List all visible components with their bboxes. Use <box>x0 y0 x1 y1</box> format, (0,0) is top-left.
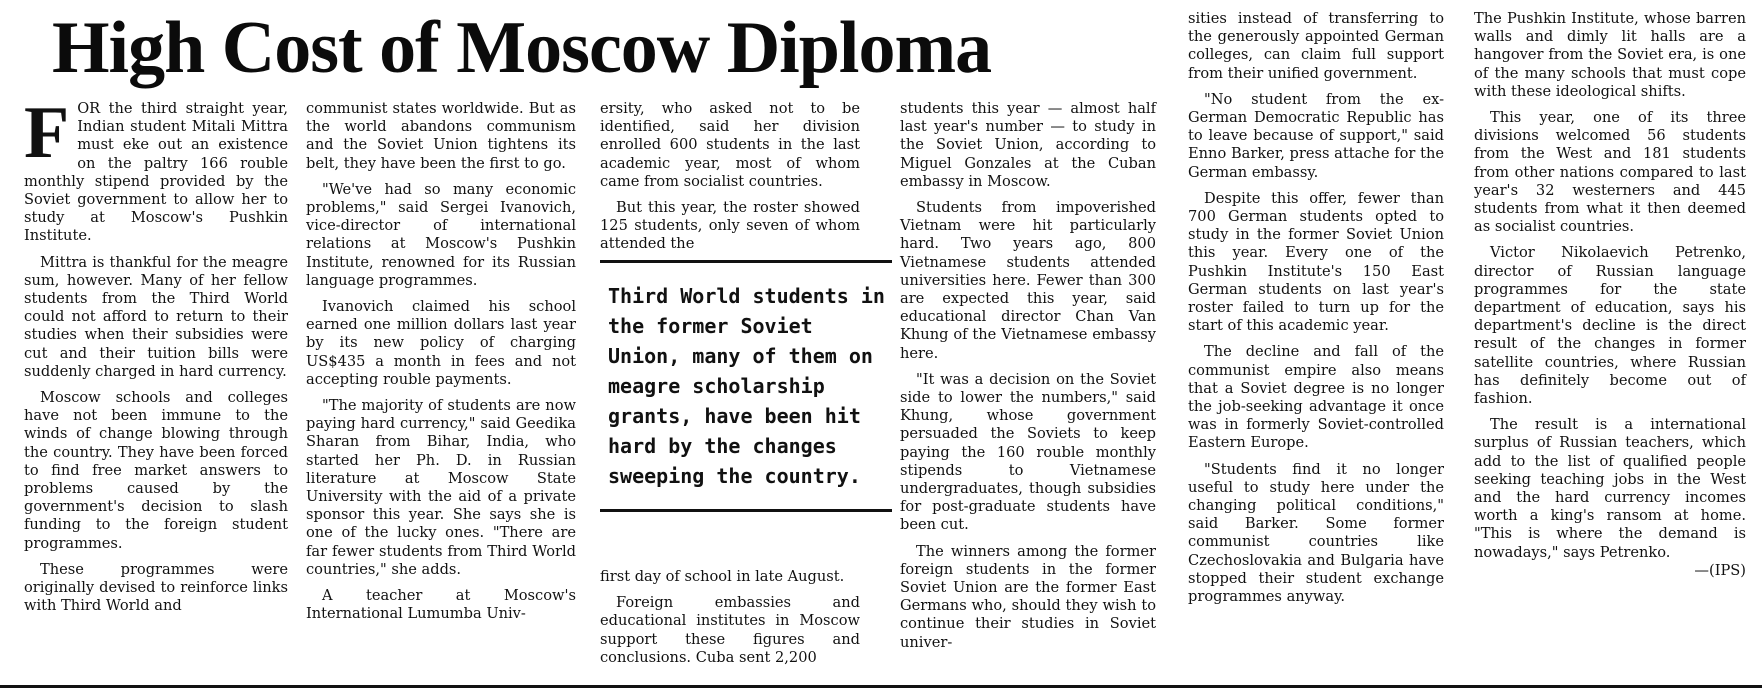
paragraph: A teacher at Moscow's International Lumumba Univ- <box>306 587 576 623</box>
paragraph: The Pushkin Institute, whose barren walls and dimly lit halls are a hangover from the Soviet era, is one of the many schools that must cope with these ideological shifts. <box>1474 10 1746 100</box>
paragraph <box>24 92 288 246</box>
paragraph: Victor Nikolaevich Petrenko, director of Russian language programmes for the state department of education, says his department's decline is the direct result of the changes in former satellite countries, where Russian has definitely become out of fashion. <box>1474 244 1746 408</box>
paragraph: The result is a international surplus of Russian teachers, which add to the list of qualified people seeking teaching jobs in the West and the hard currency incomes worth a king's ransom at home. "This is where the demand is nowadays," says Petrenko. <box>1474 416 1746 561</box>
bottom-rule <box>0 685 1762 688</box>
paragraph: The winners among the former foreign students in the former Soviet Union are the former East Germans who, should they wish to continue their studies in Soviet univer- <box>900 542 1156 651</box>
paragraph: "Students find it no longer useful to study here under the changing political conditions," said Barker. Some former communist countries like Czechoslovakia and Bulgaria have stopped their student exchange programmes anyway. <box>1188 460 1444 606</box>
paragraph: "We've had so many economic problems," said Sergei Ivanovich, vice-director of international relations at Moscow's Pushkin Institute, renowned for its Russian language programmes. <box>306 180 576 289</box>
article-column-6 <box>1474 10 1746 686</box>
paragraph: Moscow schools and colleges have not been immune to the winds of change blowing through the country. They have been forced to find free market answers to problems caused by the government's decision to slash funding to the foreign student programmes. <box>24 389 288 552</box>
paragraph: ersity, who asked not to be identified, said her division enrolled 600 students in the last academic year, most of whom came from socialist countries. <box>600 100 860 190</box>
paragraph: The decline and fall of the communist empire also means that a Soviet degree is no longer the job-seeking advantage it once was in formerly Soviet-controlled Eastern Europe. <box>1188 343 1444 452</box>
paragraph: first day of school in late August. <box>600 568 845 585</box>
paragraph: This year, one of its three divisions welcomed 56 students from the West and 181 students from other nations compared to last year's 32 westerners and 445 students from what it then deemed as socialist countries. <box>1474 109 1746 236</box>
article-column-3-top <box>600 100 860 253</box>
article-column-4 <box>900 100 1156 686</box>
paragraph: "It was a decision on the Soviet side to lower the numbers," said Khung, whose government persuaded the Soviets to keep paying the 160 rouble monthly stipends to Vietnamese undergraduates, though subsidies for post-graduate students have been cut. <box>900 370 1156 534</box>
headline: High Cost of Moscow Diploma <box>52 7 992 89</box>
paragraph: communist states worldwide. But as the world abandons communism and the Soviet Union tightens its belt, they have been the first to go. <box>306 100 576 172</box>
paragraph-text: OR the third straight year, Indian student Mitali Mittra must eke out an existence on the paltry 166 rouble monthly stipend provided by the Soviet government to allow her to study at Moscow's Pushkin Institute. <box>24 100 288 245</box>
drop-cap: F <box>24 92 70 174</box>
article-column-5 <box>1188 10 1444 686</box>
paragraph: sities instead of transferring to the generously appointed German colleges, can claim full support from their unified government. <box>1188 10 1444 82</box>
paragraph: students this year — almost half last year's number — to study in the Soviet Union, according to Miguel Gonzales at the Cuban embassy in Moscow. <box>900 100 1156 190</box>
paragraph: These programmes were originally devised to reinforce links with Third World and <box>24 560 288 615</box>
paragraph: Despite this offer, fewer than 700 German students opted to study in the former Soviet Union this year. Every one of the Pushkin Institute's 150 East German students on last year's roster failed to turn up for the start of this academic year. <box>1188 189 1444 335</box>
paragraph: Foreign embassies and educational institutes in Moscow support these figures and conclusions. Cuba sent 2,200 <box>600 594 860 666</box>
article-column-2 <box>306 100 576 686</box>
article-column-1 <box>24 92 288 686</box>
paragraph: Ivanovich claimed his school earned one million dollars last year by its new policy of charging US$435 a month in fees and not accepting rouble payments. <box>306 298 576 388</box>
pull-quote: Third World students in the former Soviet Union, many of them on meagre scholarship grants, have been hit hard by the changes sweeping the country. <box>608 284 885 488</box>
paragraph: "No student from the ex-German Democratic Republic has to leave because of support," said Enno Barker, press attache for the German embassy. <box>1188 90 1444 181</box>
byline-signature: —(IPS) <box>1694 561 1746 579</box>
paragraph: But this year, the roster showed 125 students, only seven of whom attended the <box>600 199 860 253</box>
paragraph: Students from impoverished Vietnam were hit particularly hard. Two years ago, 800 Vietnamese students attended universities here. Fewer than 300 are expected this year, said educational director Chan Van Khung of the Vietnamese embassy here. <box>900 199 1156 362</box>
paragraph: Mittra is thankful for the meagre sum, however. Many of her fellow students from the Third World could not afford to return to their studies when their subsidies were cut and their tuition bills were suddenly charged in hard currency. <box>24 253 288 380</box>
article-column-3-bottom <box>600 568 860 686</box>
pull-quote-box <box>600 260 892 512</box>
paragraph: "The majority of students are now paying hard currency," said Geedika Sharan from Bihar, India, who started her Ph. D. in Russian literature at Moscow State University with the aid of a private sponsor this year. She says she is one of the lucky ones. "There are far fewer students from Third World countries," she adds. <box>306 397 576 578</box>
